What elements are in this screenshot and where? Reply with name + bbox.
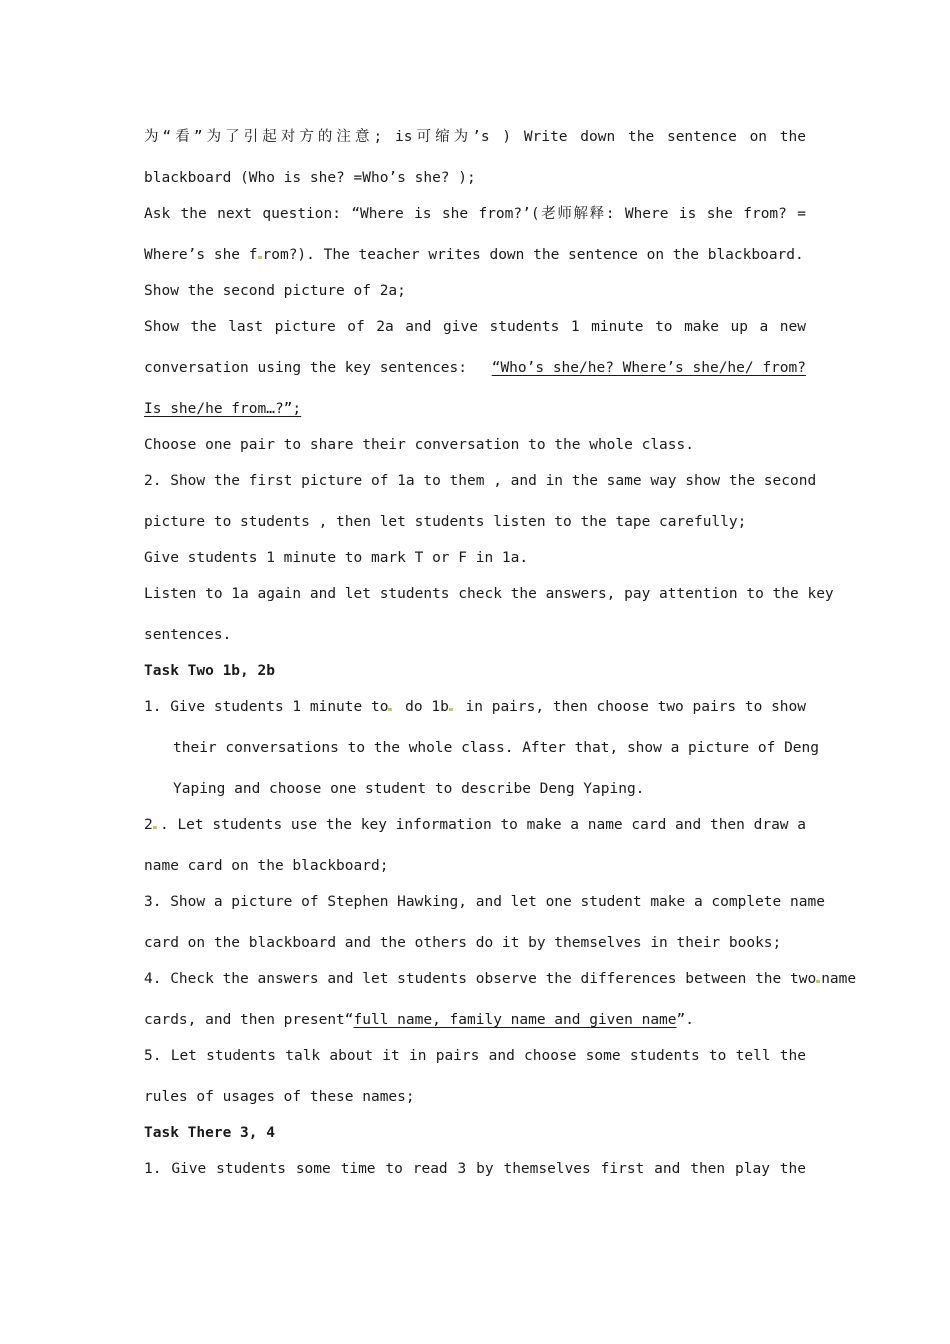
- section-heading: Task There 3, 4: [144, 1125, 275, 1141]
- highlight-mark: [816, 980, 820, 983]
- text-segment: 4. Check the answers and let students observe the differences between the two: [144, 971, 817, 987]
- highlight-mark: [449, 708, 453, 711]
- text-segment: in pairs, then choose two pairs to show: [465, 699, 806, 715]
- text-line: [144, 697, 806, 717]
- text-segment: 2: [144, 817, 153, 833]
- text-line: rules of usages of these names;: [144, 1089, 415, 1105]
- text-line: [144, 399, 806, 419]
- text-line: [144, 815, 806, 835]
- text-line: 1. Give students some time to read 3 by themselves first and then play the: [144, 1161, 806, 1177]
- text-line: 为“看”为了引起对方的注意; is可缩为’s ) Write down the sentence on the: [144, 129, 806, 145]
- text-segment: do 1b: [405, 699, 449, 715]
- highlight-mark: [388, 708, 392, 711]
- key-sentences-underlined: Is she/he from…?”;: [144, 401, 302, 417]
- text-segment: 1. Give students 1 minute to: [144, 699, 389, 715]
- text-line: 5. Let students talk about it in pairs and choose some students to tell the: [144, 1048, 806, 1064]
- text-segment: . Let students use the key information to make a name card and then draw a: [159, 817, 806, 833]
- key-sentences-underlined: “Who’s she/he? Where’s she/he/ from?: [491, 360, 806, 376]
- text-segment: rom?). The teacher writes down the sentence on the blackboard.: [262, 247, 804, 263]
- text-segment: name: [821, 971, 857, 987]
- text-line: Choose one pair to share their conversation to the whole class.: [144, 437, 694, 453]
- text-line: 2. Show the first picture of 1a to them , and in the same way show the second: [144, 473, 817, 489]
- text-segment: ”.: [676, 1012, 694, 1028]
- text-line: Yaping and choose one student to describe Deng Yaping.: [173, 781, 645, 797]
- text-line: [144, 969, 857, 989]
- text-segment: Where’s she f: [144, 247, 258, 263]
- name-types-underlined: full name, family name and given name: [353, 1012, 677, 1028]
- text-line: blackboard (Who is she? =Who’s she? );: [144, 170, 476, 186]
- text-line: sentences.: [144, 627, 232, 643]
- text-line: Ask the next question: “Where is she from?’(老师解释: Where is she from? =: [144, 206, 806, 222]
- text-line: picture to students , then let students listen to the tape carefully;: [144, 514, 747, 530]
- highlight-mark: [153, 826, 157, 829]
- text-line: card on the blackboard and the others do it by themselves in their books;: [144, 935, 782, 951]
- text-segment: conversation using the key sentences:: [144, 360, 468, 376]
- highlight-mark: [258, 256, 262, 259]
- text-line: name card on the blackboard;: [144, 858, 389, 874]
- section-heading: Task Two 1b, 2b: [144, 663, 275, 679]
- text-line: 3. Show a picture of Stephen Hawking, and let one student make a complete name: [144, 894, 825, 910]
- text-line: Give students 1 minute to mark T or F in 1a.: [144, 550, 529, 566]
- text-line: their conversations to the whole class. After that, show a picture of Deng: [173, 740, 820, 756]
- text-segment: cards, and then present“: [144, 1012, 354, 1028]
- text-line: Show the last picture of 2a and give students 1 minute to make up a new: [144, 319, 806, 335]
- text-line: Show the second picture of 2a;: [144, 283, 406, 299]
- text-line: [144, 245, 806, 265]
- text-line: [144, 1010, 806, 1030]
- text-line: Listen to 1a again and let students check the answers, pay attention to the key: [144, 586, 834, 602]
- text-line: [144, 358, 806, 378]
